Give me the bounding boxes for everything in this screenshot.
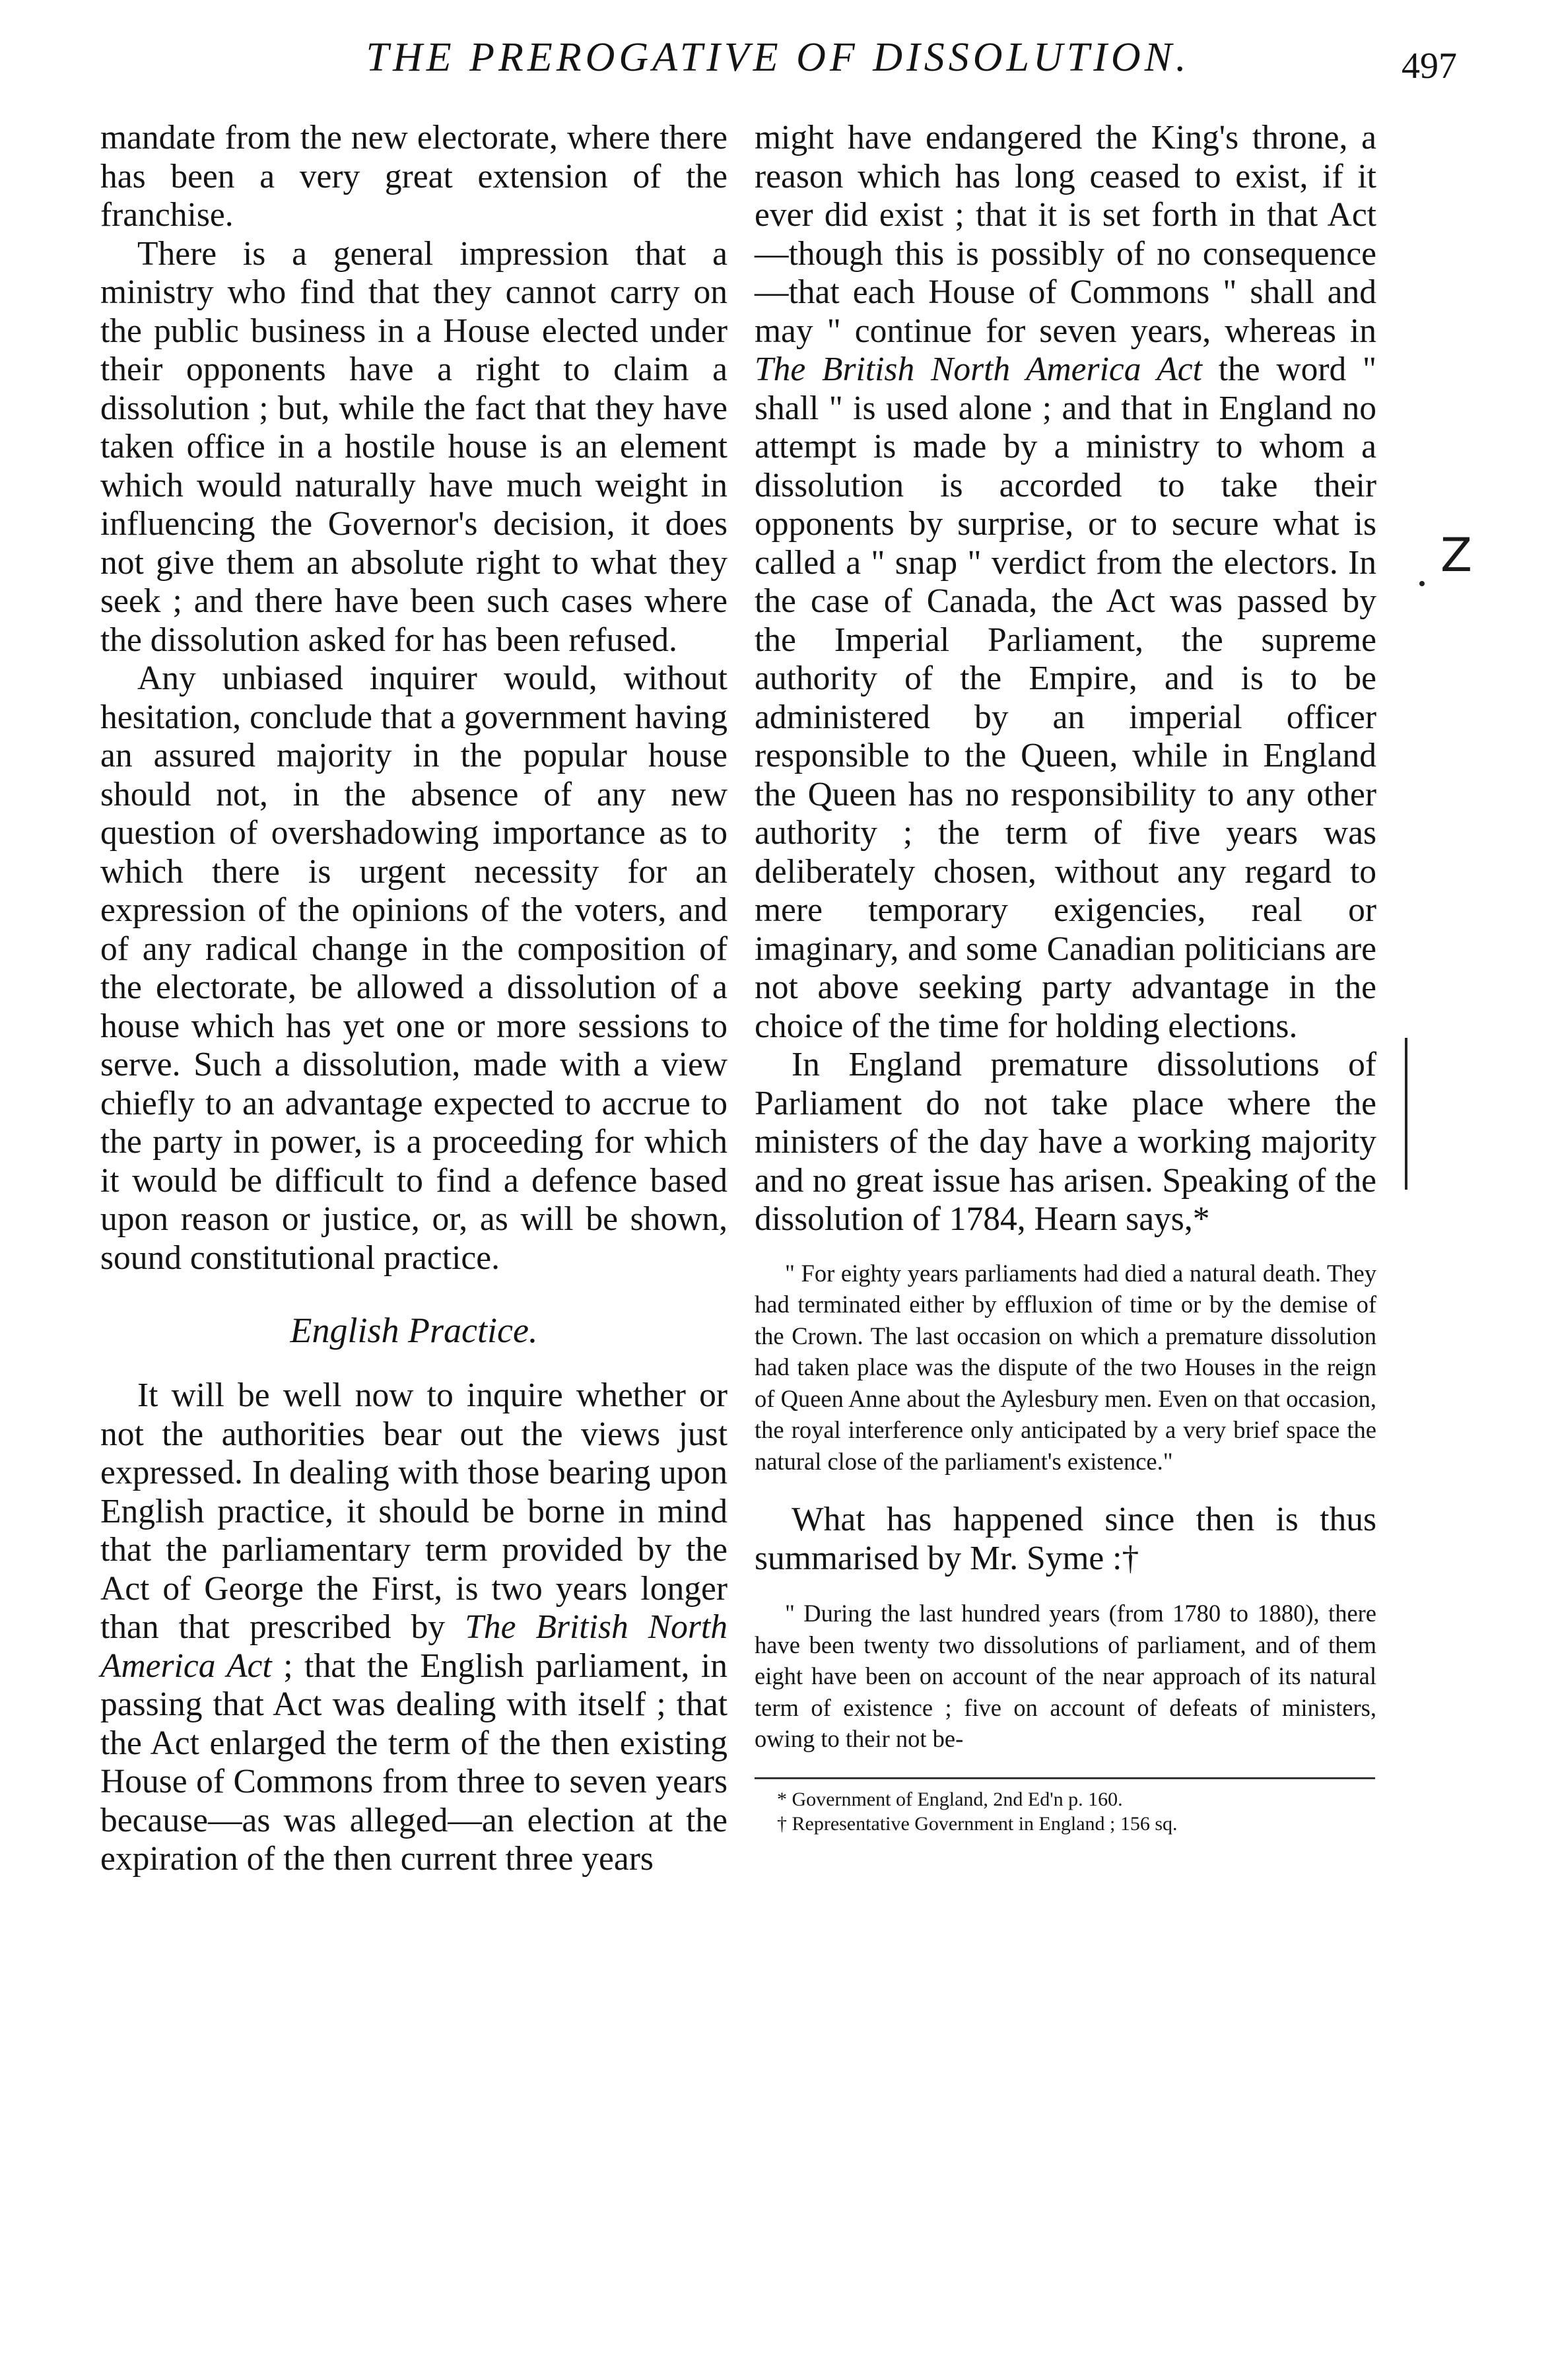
paragraph-text: It will be well now to inquire whether or not the authorities bear out the views just expressed. In dealing with those bearing upon English practice, it should be borne in mind that the parliamentary term provided by the Act of George the First, is two years longer than that prescribed by (100, 1377, 727, 1646)
running-title: THE PREROGATIVE OF DISSOLUTION. (366, 35, 1190, 80)
section-heading: English Practice. (290, 1310, 538, 1350)
margin-dot (1419, 581, 1425, 586)
act-title: The British North America Act (755, 351, 1202, 388)
left-column (100, 119, 727, 1879)
act-title: The British North America Act (100, 1608, 727, 1685)
paragraph (100, 1377, 727, 1879)
paragraph: mandate from the new electorate, where there has been a very great extension of the franchise. (100, 119, 727, 234)
paragraph: There is a general impression that a ministry who find that they cannot carry on the public business in a House elected under their opponents have a right to claim a dissolution ; but, while the fact that they have taken office in a hostile house is an element which would naturally have much weight in influencing the Governor's decision, it does not give them an absolute right to what they seek ; and there have been such cases where the dissolution asked for has been refused. (100, 234, 727, 659)
footnote: † Representative Government in England ; 156 sq. (777, 1812, 1178, 1835)
block-quote: " During the last hundred years (from 1780 to 1880), there have been twenty two dissolutions of parliament, and of them eight have been on account of the near approach of its natural term of existence ; five on account of defeats of ministers, owing to their not be- (755, 1600, 1376, 1752)
right-column (755, 119, 1376, 1836)
paragraph: Any unbiased inquirer would, without hesitation, conclude that a government having an assured majority in the popular house should not, in the absence of any new question of overshadowing importance as to which there is urgent necessity for an expression of the opinions of the voters, and of any radical change in the composition of the electorate, be allowed a dissolution of a house which has yet one or more sessions to serve. Such a dissolution, made with a view chiefly to an advantage expected to accrue to the party in power, is a proceeding for which it would be difficult to find a defence based upon reason or justice, or, as will be shown, sound constitutional practice. (100, 660, 727, 1277)
paragraph: What has happened since then is thus summarised by Mr. Syme :† (755, 1501, 1376, 1577)
page-number: 497 (1402, 46, 1457, 86)
paragraph-text: might have endangered the King's throne, a reason which has long ceased to exist, if it ever did exist ; that it is set forth in that Act—though this is possibly of no consequence—that each House of Commons " shall and may " continue for seven years, whereas in (755, 119, 1376, 350)
paragraph-text: the word " shall " is used alone ; and that in England no attempt is made by a ministry to whom a dissolution is accorded to take their opponents by surprise, or to secure what is called a " snap " verdict from the electors. In the case of Canada, the Act was passed by the Imperial Parliament, the supreme authority of the Empire, and is to be administered by an imperial officer responsible to the Queen, while in England the Queen has no responsibility to any other authority ; the term of five years was deliberately chosen, without any regard to mere temporary exigencies, real or imaginary, and some Canadian politicians are not above seeking party advantage in the choice of the time for holding elections. (755, 351, 1376, 1045)
footnote: * Government of England, 2nd Ed'n p. 160. (777, 1788, 1123, 1810)
paragraph (755, 119, 1376, 1046)
margin-bracket (1405, 1038, 1407, 1190)
paragraph-text: ; that the English parliament, in passing that Act was dealing with itself ; that the Act enlarged the term of the then existing House of Commons from three to seven years because—as was alleged—an election at the expiration of the then current three years (100, 1647, 727, 1878)
paragraph: In England premature dissolutions of Parliament do not take place where the ministers of the day have a working majority and no great issue has arisen. Speaking of the dissolution of 1784, Hearn says,* (755, 1046, 1376, 1238)
block-quote: " For eighty years parliaments had died a natural death. They had terminated either by effluxion of time or by the demise of the Crown. The last occasion on which a premature dissolution had taken place was the dispute of the two Houses in the reign of Queen Anne about the Aylesbury men. Even on that occasion, the royal interference only anticipated by a very brief space the natural close of the parliament's existence." (755, 1259, 1376, 1475)
page-header (0, 28, 1556, 87)
margin-annotation: Z (1440, 528, 1472, 582)
footnote-divider (755, 1777, 1375, 1779)
